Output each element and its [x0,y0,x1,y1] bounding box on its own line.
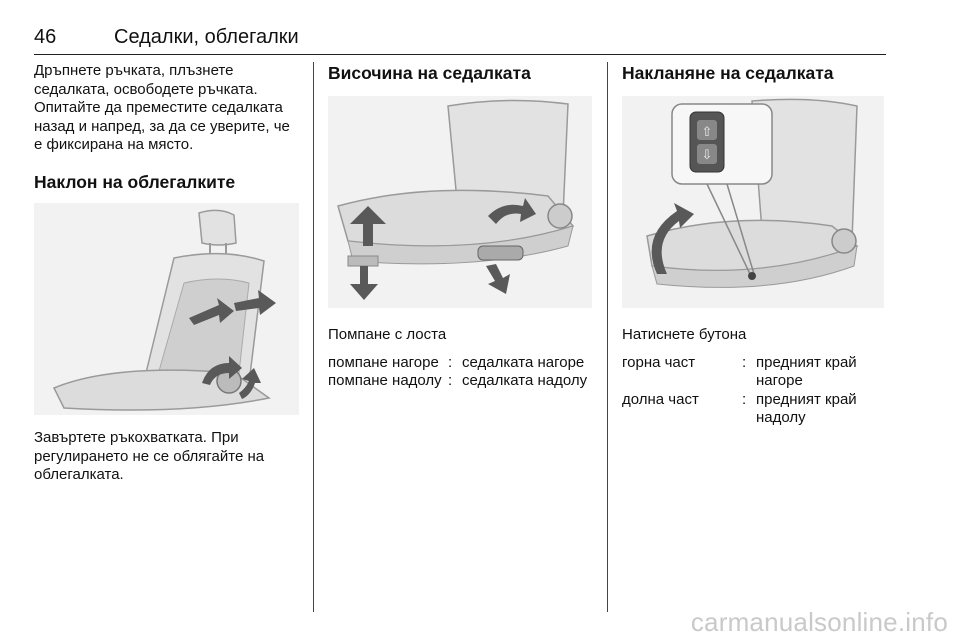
table-row [328,354,598,373]
row-separator: : [448,353,453,371]
column-middle [328,62,598,391]
row-value: седалката надолу [462,372,588,390]
column-right [622,62,887,428]
intro-paragraph: Дръпнете ръчката, плъзнете седалката, освободете ръчката. Опитайте да преместите седалката назад и напред, за да се уверите, че е фиксирана на място. [34,62,290,154]
row-value: предният край надолу [756,390,857,427]
seat-height-caption: Помпане с лоста [328,326,447,343]
arrow-up-icon: ⇧ [701,125,713,140]
arrow-down-icon: ⇩ [701,148,713,163]
column-divider [607,62,608,612]
seat-height-illustration [328,96,592,308]
column-divider [313,62,314,612]
table-row [328,372,598,391]
table-row [622,354,887,391]
page-header [34,26,886,55]
page-title: Седалки, облегалки [114,26,299,48]
section-heading-backrest: Наклон на облегалките [34,171,236,192]
table-row [622,391,887,428]
watermark: carmanualsonline.info [690,607,948,637]
row-separator: : [742,353,747,371]
section-heading-seat-tilt: Накланяне на седалката [622,63,834,83]
page-number: 46 [34,26,57,48]
row-key: помпане надолу [328,372,442,390]
seat-tilt-caption: Натиснете бутона [622,326,747,343]
seat-tilt-table [622,354,887,428]
row-separator: : [742,390,747,408]
row-key: помпане нагоре [328,353,439,371]
row-key: долна част [622,390,699,408]
row-separator: : [448,372,453,390]
section-heading-seat-height: Височина на седалката [328,63,531,83]
seat-tilt-illustration [622,96,884,308]
seat-height-table [328,354,598,391]
backrest-recline-illustration [34,203,299,415]
row-key: горна част [622,353,696,371]
row-value: предният край нагоре [756,353,857,390]
backrest-instructions: Завъртете ръкохватката. При регулирането не се облягайте на облегалката. [34,428,265,484]
column-left [34,62,299,485]
row-value: седалката нагоре [462,353,585,371]
